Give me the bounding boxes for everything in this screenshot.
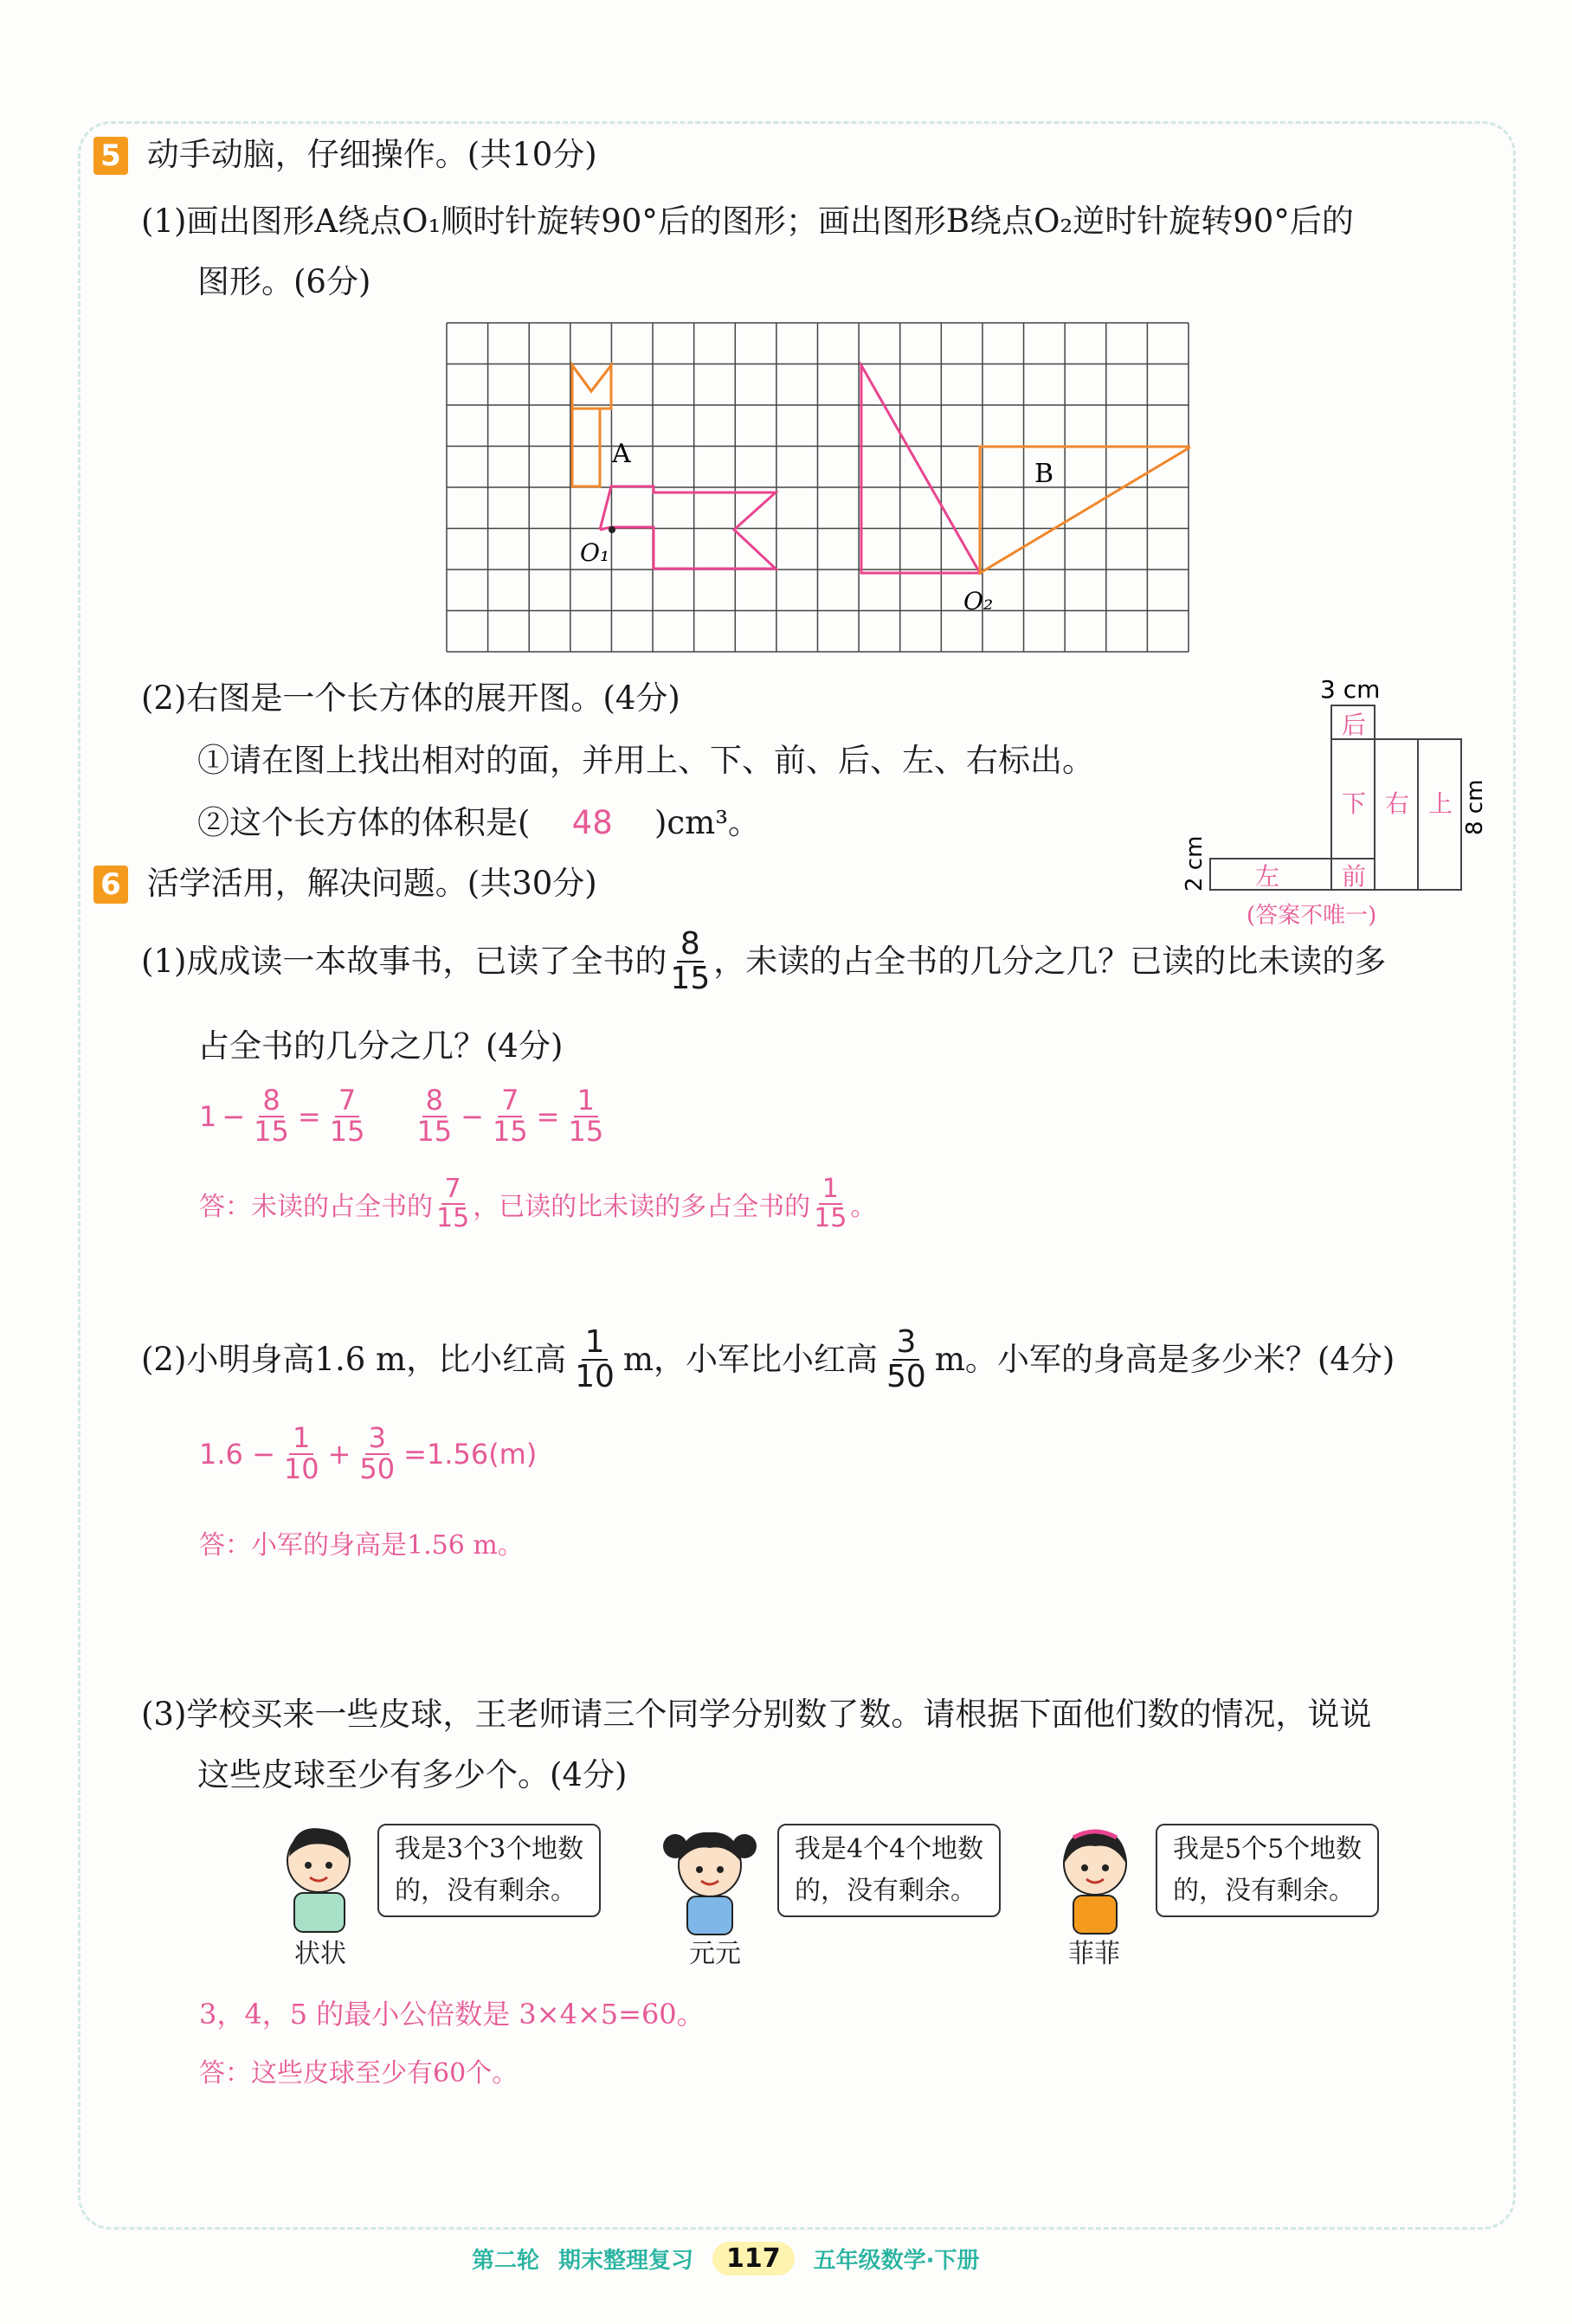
- kid-name-2: 元元: [689, 1939, 741, 1969]
- q6-2-calc: 1.6 − $\frac{1}{10}$ + $\frac{3}{50}$ =1.56(m): [199, 1421, 538, 1485]
- volume-answer: 48: [571, 804, 613, 841]
- q6-2-line: (2)小明身高1.6 m，比小红高 $\frac{1}{10}$ m，小军比小红高 $\frac{3}{50}$ m。小军的身高是多少米？(4分): [141, 1324, 1395, 1394]
- face-qian: 前: [1342, 862, 1367, 891]
- q6-2-answer: 答：小军的身高是1.56 m。: [199, 1530, 524, 1561]
- q6-3-calc: 3，4，5 的最小公倍数是 3×4×5=60。: [199, 1998, 705, 2031]
- q6-1-line1: (1)成成读一本故事书，已读了全书的 $\frac{8}{15}$ ，未读的占全书的几分之几？已读的比未读的多: [141, 926, 1387, 996]
- face-xia: 下: [1342, 789, 1367, 818]
- label-a: A: [612, 439, 631, 469]
- q6-1-calc: 1 − $\frac{8}{15}$ = $\frac{7}{15}$ $\frac{8}{15}$ − $\frac{7}{15}$ = $\frac{1}{15}$: [199, 1084, 604, 1148]
- q2-text-line1: (2)右图是一个长方体的展开图。(4分): [141, 679, 680, 717]
- q1-text-line2: 图形。(6分): [197, 263, 371, 300]
- face-you: 右: [1385, 789, 1410, 818]
- face-zuo: 左: [1255, 862, 1280, 891]
- face-hou: 后: [1342, 711, 1367, 739]
- section-5-heading: [93, 137, 597, 175]
- section-title: 动手动脑，仔细操作。(共10分): [146, 136, 597, 173]
- kid-name-1: 状状: [294, 1939, 346, 1969]
- speech-bubble-2: 我是4个4个地数 的，没有剩余。: [777, 1824, 1001, 1917]
- label-o2: O₂: [963, 587, 994, 615]
- section-6-heading: [93, 866, 597, 904]
- point-o1: [609, 526, 615, 533]
- q1-text-line1: (1)画出图形A绕点O₁顺时针旋转90°后的图形；画出图形B绕点O₂逆时针旋转90°后的: [141, 203, 1354, 240]
- kid-yuanyuan-figure: [658, 1822, 762, 1943]
- q6-3-line2: 这些皮球至少有多少个。(4分): [197, 1756, 628, 1793]
- cuboid-net: [1177, 675, 1506, 935]
- net-top-dim: 3 cm: [1320, 675, 1381, 704]
- face-shang: 上: [1428, 789, 1453, 818]
- q6-1-line2: 占全书的几分之几？(4分): [197, 1027, 564, 1065]
- rotation-grid: [446, 322, 1190, 655]
- kid-name-3: 菲菲: [1068, 1939, 1120, 1969]
- section-title: 活学活用，解决问题。(共30分): [146, 865, 597, 902]
- q6-3-answer: 答：这些皮球至少有60个。: [199, 2058, 519, 2089]
- shape-b: [980, 447, 1190, 573]
- page-number: 117: [712, 2242, 795, 2276]
- q2-text-line3: ②这个长方体的体积是( 48 )cm³。: [197, 804, 761, 841]
- net-left-dim: 2 cm: [1182, 835, 1208, 892]
- q2-text-line2: ①请在图上找出相对的面，并用上、下、前、后、左、右标出。: [197, 742, 1094, 779]
- label-b: B: [1034, 459, 1054, 489]
- q6-1-answer: 答：未读的占全书的 $\frac{7}{15}$ ，已读的比未读的多占全书的 $\frac{1}{15}$ 。: [199, 1174, 877, 1233]
- speech-bubble-1: 我是3个3个地数 的，没有剩余。: [377, 1824, 601, 1917]
- section-badge: 6: [93, 866, 128, 904]
- shape-b-rotated: [861, 365, 980, 573]
- shape-a-outline: [572, 365, 611, 486]
- page-footer: [472, 2242, 980, 2276]
- shape-a-rotated: [600, 486, 776, 569]
- footer-book: 五年级数学·下册: [813, 2248, 980, 2274]
- footer-review: 期末整理复习: [558, 2248, 694, 2274]
- label-o1: O₁: [580, 538, 610, 567]
- footer-round: 第二轮: [472, 2248, 540, 2274]
- section-badge: 5: [93, 137, 128, 175]
- net-note: (答案不唯一): [1247, 903, 1377, 929]
- speech-bubble-3: 我是5个5个地数 的，没有剩余。: [1156, 1824, 1379, 1917]
- net-right-dim: 8 cm: [1462, 779, 1488, 835]
- kid-feifei-figure: [1047, 1822, 1143, 1943]
- q6-3-line1: (3)学校买来一些皮球，王老师请三个同学分别数了数。请根据下面他们数的情况，说说: [141, 1696, 1372, 1733]
- kid-zhuangzhuang-figure: [275, 1822, 370, 1943]
